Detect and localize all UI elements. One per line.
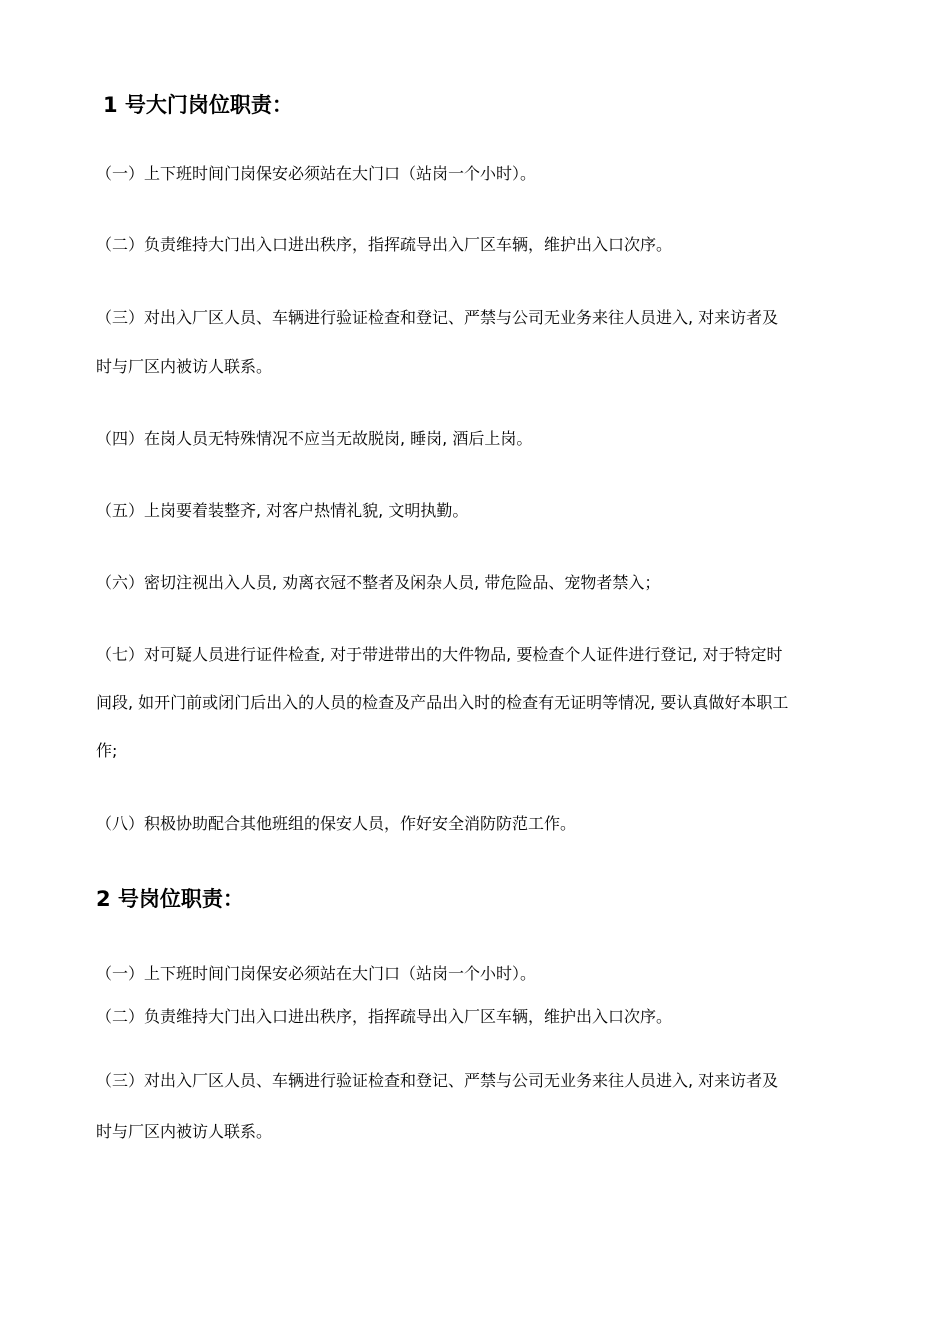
section1-item-7-line3: 作; (96, 741, 118, 760)
section1-item-7-line1: （七）对可疑人员进行证件检查, 对于带进带出的大件物品, 要检查个人证件进行登记, 对于特定时 (96, 645, 783, 664)
section2-item-3-line2: 时与厂区内被访人联系。 (96, 1122, 273, 1141)
section1-title: 1 号大门岗位职责： (103, 93, 293, 117)
section1-item-7-line2: 间段, 如开门前或闭门后出入的人员的检查及产品出入时的检查有无证明等情况, 要认真做好本职工 (96, 693, 789, 712)
section1-item-8: （八）积极协助配合其他班组的保安人员，作好安全消防防范工作。 (96, 814, 577, 833)
section1-item-2: （二）负责维持大门出入口进出秩序，指挥疏导出入厂区车辆，维护出入口次序。 (96, 235, 673, 254)
section1-item-5: （五）上岗要着装整齐, 对客户热情礼貌, 文明执勤。 (96, 501, 469, 520)
section2-title: 2 号岗位职责： (96, 887, 244, 911)
section1-item-3-line1: （三）对出入厂区人员、车辆进行验证检查和登记、严禁与公司无业务来往人员进入, 对来访者及 (96, 308, 779, 327)
section2-item-1: （一）上下班时间门岗保安必须站在大门口（站岗一个小时）。 (96, 964, 537, 983)
section1-item-1: （一）上下班时间门岗保安必须站在大门口（站岗一个小时）。 (96, 164, 537, 183)
section1-item-4: （四）在岗人员无特殊情况不应当无故脱岗, 睡岗, 酒后上岗。 (96, 429, 533, 448)
section1-item-6: （六）密切注视出入人员, 劝离衣冠不整者及闲杂人员, 带危险品、宠物者禁入； (96, 573, 661, 592)
section2-item-2: （二）负责维持大门出入口进出秩序，指挥疏导出入厂区车辆，维护出入口次序。 (96, 1007, 673, 1026)
section1-item-3-line2: 时与厂区内被访人联系。 (96, 357, 273, 376)
section2-item-3-line1: （三）对出入厂区人员、车辆进行验证检查和登记、严禁与公司无业务来往人员进入, 对来访者及 (96, 1071, 779, 1090)
